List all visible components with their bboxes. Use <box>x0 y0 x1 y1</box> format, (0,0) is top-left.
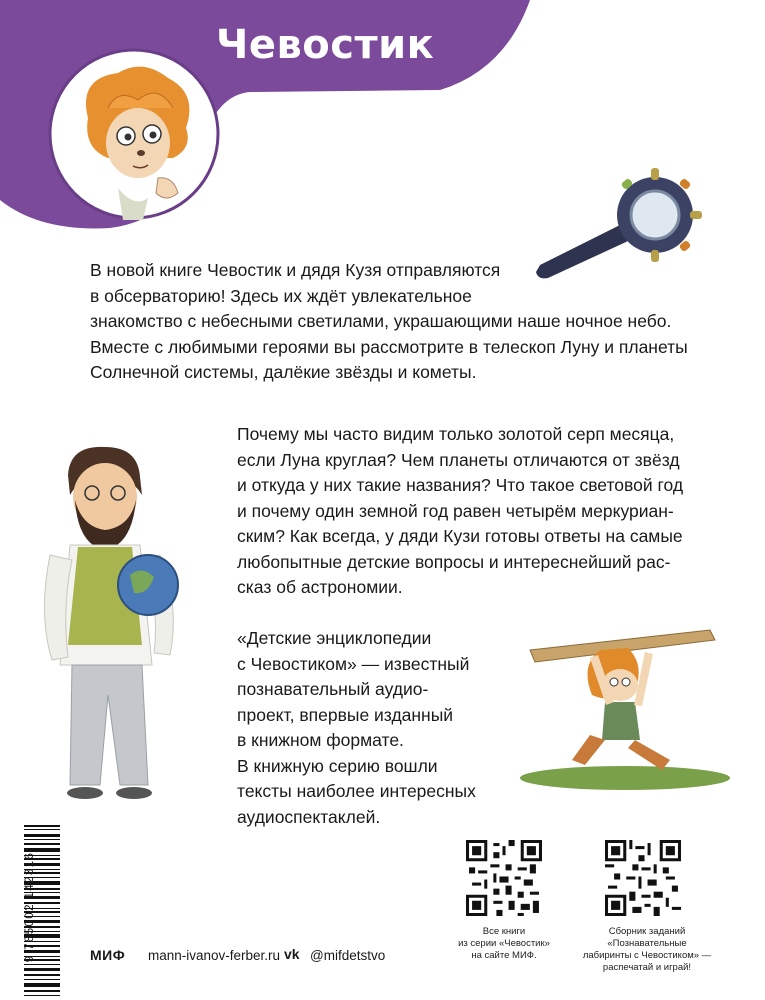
uncle-kuzya-illustration <box>30 435 210 810</box>
questions-paragraph: Почему мы часто видим только золотой серп месяца, если Луна круглая? Чем планеты отличаются от звёзд и откуда у них такие названия? Что такое световой год и почему один земной год равен четырём меркуриан- ским? Как всегда, у дяди Кузи готовы ответы на самые любопытные детские вопросы и интереснейший рас- сказ об астрономии. <box>237 424 684 597</box>
social-handle-link[interactable]: @mifdetstvo <box>310 948 386 963</box>
vk-icon: vk <box>284 946 300 962</box>
mif-logo: МИФ <box>90 947 126 963</box>
intro-paragraph: В новой книге Чевостик и дядя Кузя отправляются в обсерваторию! Здесь их ждёт увлекательное знакомство с небесными светилами, украшающими наше ночное небо. Вместе с любимыми героями вы рассмотрите в телескоп Луну и планеты Солнечной системы, далёкие звёзды и кометы. <box>90 260 688 382</box>
qr-code-books[interactable] <box>466 840 542 916</box>
chevostik-portrait <box>48 48 220 220</box>
qr-caption-labyrinths: Сборник заданий «Познавательные лабиринты с Чевостиком» — распечатай и играй! <box>582 926 712 973</box>
qr-code-labyrinths[interactable] <box>605 840 681 916</box>
series-paragraph: «Детские энциклопедии с Чевостиком» — известный познавательный аудио- проект, впервые изданный в книжном формате. В книжную серию вошли тексты наиболее интересных аудиоспектаклей. <box>237 628 476 827</box>
chevostik-running-illustration <box>510 610 745 795</box>
barcode-digits: 9 785002 142316 <box>24 851 36 963</box>
qr-caption-books: Все книги из серии «Чевостик» на сайте МИФ. <box>458 926 550 961</box>
page-title: Чевостик <box>216 22 435 68</box>
website-link[interactable]: mann-ivanov-ferber.ru <box>148 948 281 963</box>
